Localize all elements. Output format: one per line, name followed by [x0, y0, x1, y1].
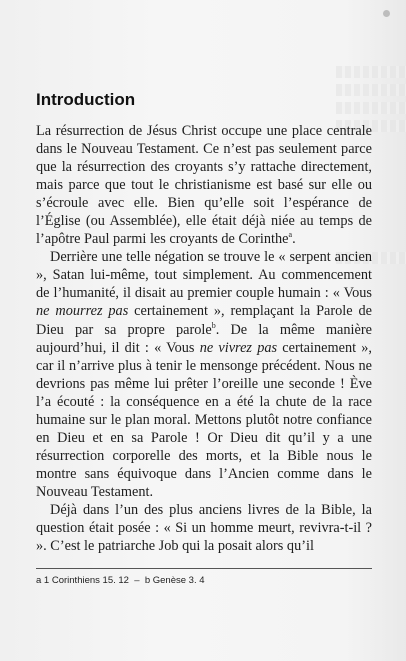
footnote-ref-a[interactable]: a [288, 230, 293, 240]
show-through-text [336, 102, 406, 114]
footnote-mark-a: a [36, 575, 42, 586]
footnotes: a 1 Corinthiens 15. 12 – b Genèse 3. 4 [36, 575, 205, 586]
body-text [36, 122, 372, 555]
footnote-mark-b: b [144, 575, 151, 586]
show-through-text [336, 84, 406, 96]
footnote-ref-b[interactable]: b [211, 320, 216, 330]
section-heading: Introduction [36, 90, 136, 109]
footnote-text-a: 1 Corinthiens 15. 12 [41, 575, 129, 586]
paragraph-3: Déjà dans l’un des plus anciens livres de la Bible, la question était posée : « Si un homme meurt, revivra-t-il ? ». C’est le patriarche Job qui la posait alors qu’il [36, 501, 372, 555]
show-through-text [336, 66, 406, 78]
footnote-rule [36, 568, 372, 569]
footnote-text-b: Genèse 3. 4 [150, 575, 205, 586]
paragraph-1: La résurrection de Jésus Christ occupe une place centrale dans le Nouveau Testament. Ce n’est pas seulement parce que la résurrection des croyants s’y rattache directement, mais parce que tout le christianisme est basé sur elle ou s’écroule avec elle. Bien qu’elle soit l’espérance de l’Église (ou Assemblée), elle était déjà niée au temps de l’apôtre Paul parmi les croyants de Corinthe$^a$. [36, 123, 372, 248]
page-corner-mark [383, 10, 390, 17]
paragraph-2: Derrière une telle négation se trouve le « serpent ancien », Satan lui-même, tout simplement. Au commencement de l’humanité, il disait au premier couple humain : « Vous ne mourrez pas certainement », remplaçant la Parole de Dieu par sa propre parole$^b$. De la même manière aujourd’hui, il dit : « Vous ne vivrez pas certainement », car il n’arrive plus à tenir le mensonge précédent. Nous ne devrions pas même lui prêter l’oreille une seconde ! Ève l’a écouté : la conséquence en a été la chute de la race humaine sur le plan moral. Mettons plutôt notre confiance en Dieu et en sa Parole ! Or Dieu dit qu’il y a une résurrection corporelle des morts, et la Bible nous le montre sans équivoque dans l’Ancien comme dans le Nouveau Testament. [36, 249, 373, 500]
